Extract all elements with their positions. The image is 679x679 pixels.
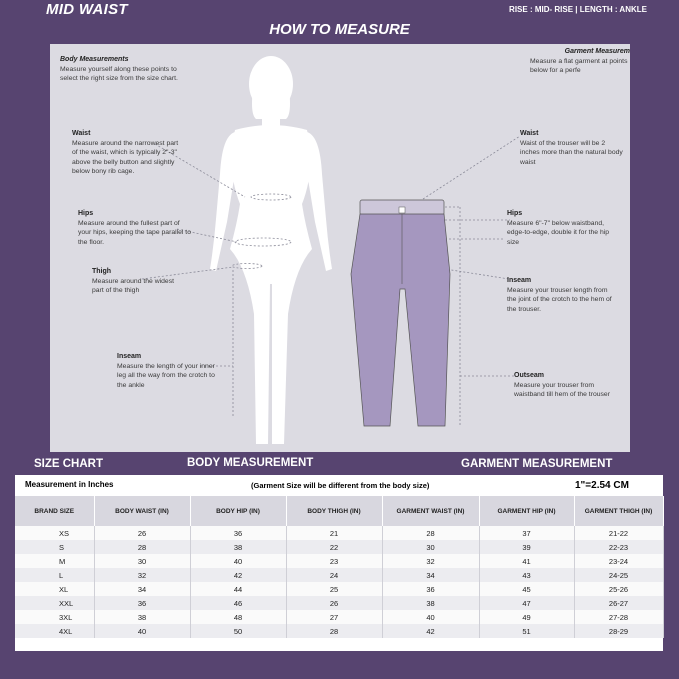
body-thigh-note: Thigh Measure around the widest part of the thigh (92, 268, 174, 294)
table-cell: 23 (286, 554, 382, 568)
table-row (15, 568, 663, 582)
table-cell: 42 (190, 568, 286, 582)
table-cell: 28 (94, 540, 190, 554)
garment-measurement-title: GARMENT MEASUREMENT (461, 458, 613, 470)
column-header: BRAND SIZE (15, 496, 94, 526)
table-row (15, 596, 663, 610)
garment-intro: Garment Measurem Measure a flat garment at points below for a perfe (530, 48, 630, 74)
table-row (15, 526, 663, 540)
table-cell: 28-29 (574, 624, 663, 638)
body-waist-note: Waist Measure around the narrowest part of the waist, which is typically 2"-3" above the belly button and slightly below bony rib cage. (72, 130, 179, 175)
table-cell: 24-25 (574, 568, 663, 582)
garment-hips-note: Hips Measure 6"-7" below waistband, edge-to-edge, double it for the hip size (507, 210, 610, 246)
column-header: GARMENT THIGH (IN) (574, 496, 663, 526)
table-cell: 45 (479, 582, 574, 596)
table-cell: 22 (286, 540, 382, 554)
table-cell: 27 (286, 610, 382, 624)
table-cell: 21 (286, 526, 382, 540)
table-cell: 27-28 (574, 610, 663, 624)
table-cell: 50 (190, 624, 286, 638)
table-cell: 32 (382, 554, 479, 568)
measurement-unit: Measurement in Inches (25, 480, 114, 489)
trousers-illustration (351, 200, 450, 426)
size-note: (Garment Size will be different from the body size) (251, 481, 430, 490)
table-cell: 30 (382, 540, 479, 554)
body-hips-note: Hips Measure around the fullest part of your hips, keeping the tape parallel to the floor. (78, 210, 191, 246)
garment-outseam-note: Outseam Measure your trouser from waistband till hem of the trouser (514, 372, 610, 398)
table-cell: 26-27 (574, 596, 663, 610)
table-cell: XXL (15, 596, 94, 610)
table-cell: 34 (94, 582, 190, 596)
table-cell: 26 (94, 526, 190, 540)
table-cell: 3XL (15, 610, 94, 624)
table-cell: 42 (382, 624, 479, 638)
table-cell: 36 (190, 526, 286, 540)
table-cell: 40 (94, 624, 190, 638)
table-cell: 40 (382, 610, 479, 624)
table-cell: 37 (479, 526, 574, 540)
table-cell: 25-26 (574, 582, 663, 596)
table-cell: 30 (94, 554, 190, 568)
table-row (15, 610, 663, 624)
table-cell: 40 (190, 554, 286, 568)
table-cell: 36 (382, 582, 479, 596)
table-cell: 23-24 (574, 554, 663, 568)
table-cell: 32 (94, 568, 190, 582)
table-cell: 41 (479, 554, 574, 568)
how-to-measure-title: HOW TO MEASURE (269, 21, 410, 38)
table-cell: 51 (479, 624, 574, 638)
table-cell: 34 (382, 568, 479, 582)
column-header: GARMENT WAIST (IN) (382, 496, 479, 526)
table-cell: 25 (286, 582, 382, 596)
table-cell: 28 (286, 624, 382, 638)
table-cell: 46 (190, 596, 286, 610)
table-cell: S (15, 540, 94, 554)
table-cell: XL (15, 582, 94, 596)
table-row (15, 624, 663, 638)
table-cell: M (15, 554, 94, 568)
table-header-row (15, 496, 663, 526)
table-cell: 44 (190, 582, 286, 596)
table-cell: 38 (190, 540, 286, 554)
table-cell: 48 (190, 610, 286, 624)
column-header: BODY THIGH (IN) (286, 496, 382, 526)
column-header: GARMENT HIP (IN) (479, 496, 574, 526)
body-intro: Body Measurements Measure yourself along these points to select the right size from the size chart. (60, 56, 178, 82)
column-header: BODY WAIST (IN) (94, 496, 190, 526)
column-header: BODY HIP (IN) (190, 496, 286, 526)
size-chart-title: SIZE CHART (34, 458, 103, 470)
table-cell: 4XL (15, 624, 94, 638)
measure-panel (50, 44, 630, 452)
body-silhouette (210, 56, 332, 444)
table-cell: 24 (286, 568, 382, 582)
waist-type: MID WAIST (46, 1, 128, 18)
table-cell: XS (15, 526, 94, 540)
table-cell: 43 (479, 568, 574, 582)
table-cell: 49 (479, 610, 574, 624)
table-cell: L (15, 568, 94, 582)
table-cell: 47 (479, 596, 574, 610)
table-cell: 36 (94, 596, 190, 610)
table-cell: 38 (382, 596, 479, 610)
garment-inseam-note: Inseam Measure your trouser length from the joint of the crotch to the hem of the trouser. (507, 277, 612, 313)
garment-waist-note: Waist Waist of the trouser will be 2 inches more than the natural body waist (520, 130, 623, 166)
table-cell: 21-22 (574, 526, 663, 540)
table-row (15, 540, 663, 554)
table-row (15, 582, 663, 596)
table-row (15, 554, 663, 568)
table-cell: 28 (382, 526, 479, 540)
body-measurement-title: BODY MEASUREMENT (187, 457, 314, 469)
size-table (15, 496, 664, 638)
conversion: 1"=2.54 CM (575, 480, 629, 491)
table-cell: 38 (94, 610, 190, 624)
body-inseam-note: Inseam Measure the length of your inner leg all the way from the crotch to the ankle (117, 353, 215, 389)
rise-length: RISE : MID- RISE | LENGTH : ANKLE (509, 5, 647, 14)
table-cell: 39 (479, 540, 574, 554)
table-body (15, 526, 663, 638)
table-cell: 22-23 (574, 540, 663, 554)
top-bar (0, 0, 679, 44)
table-cell: 26 (286, 596, 382, 610)
